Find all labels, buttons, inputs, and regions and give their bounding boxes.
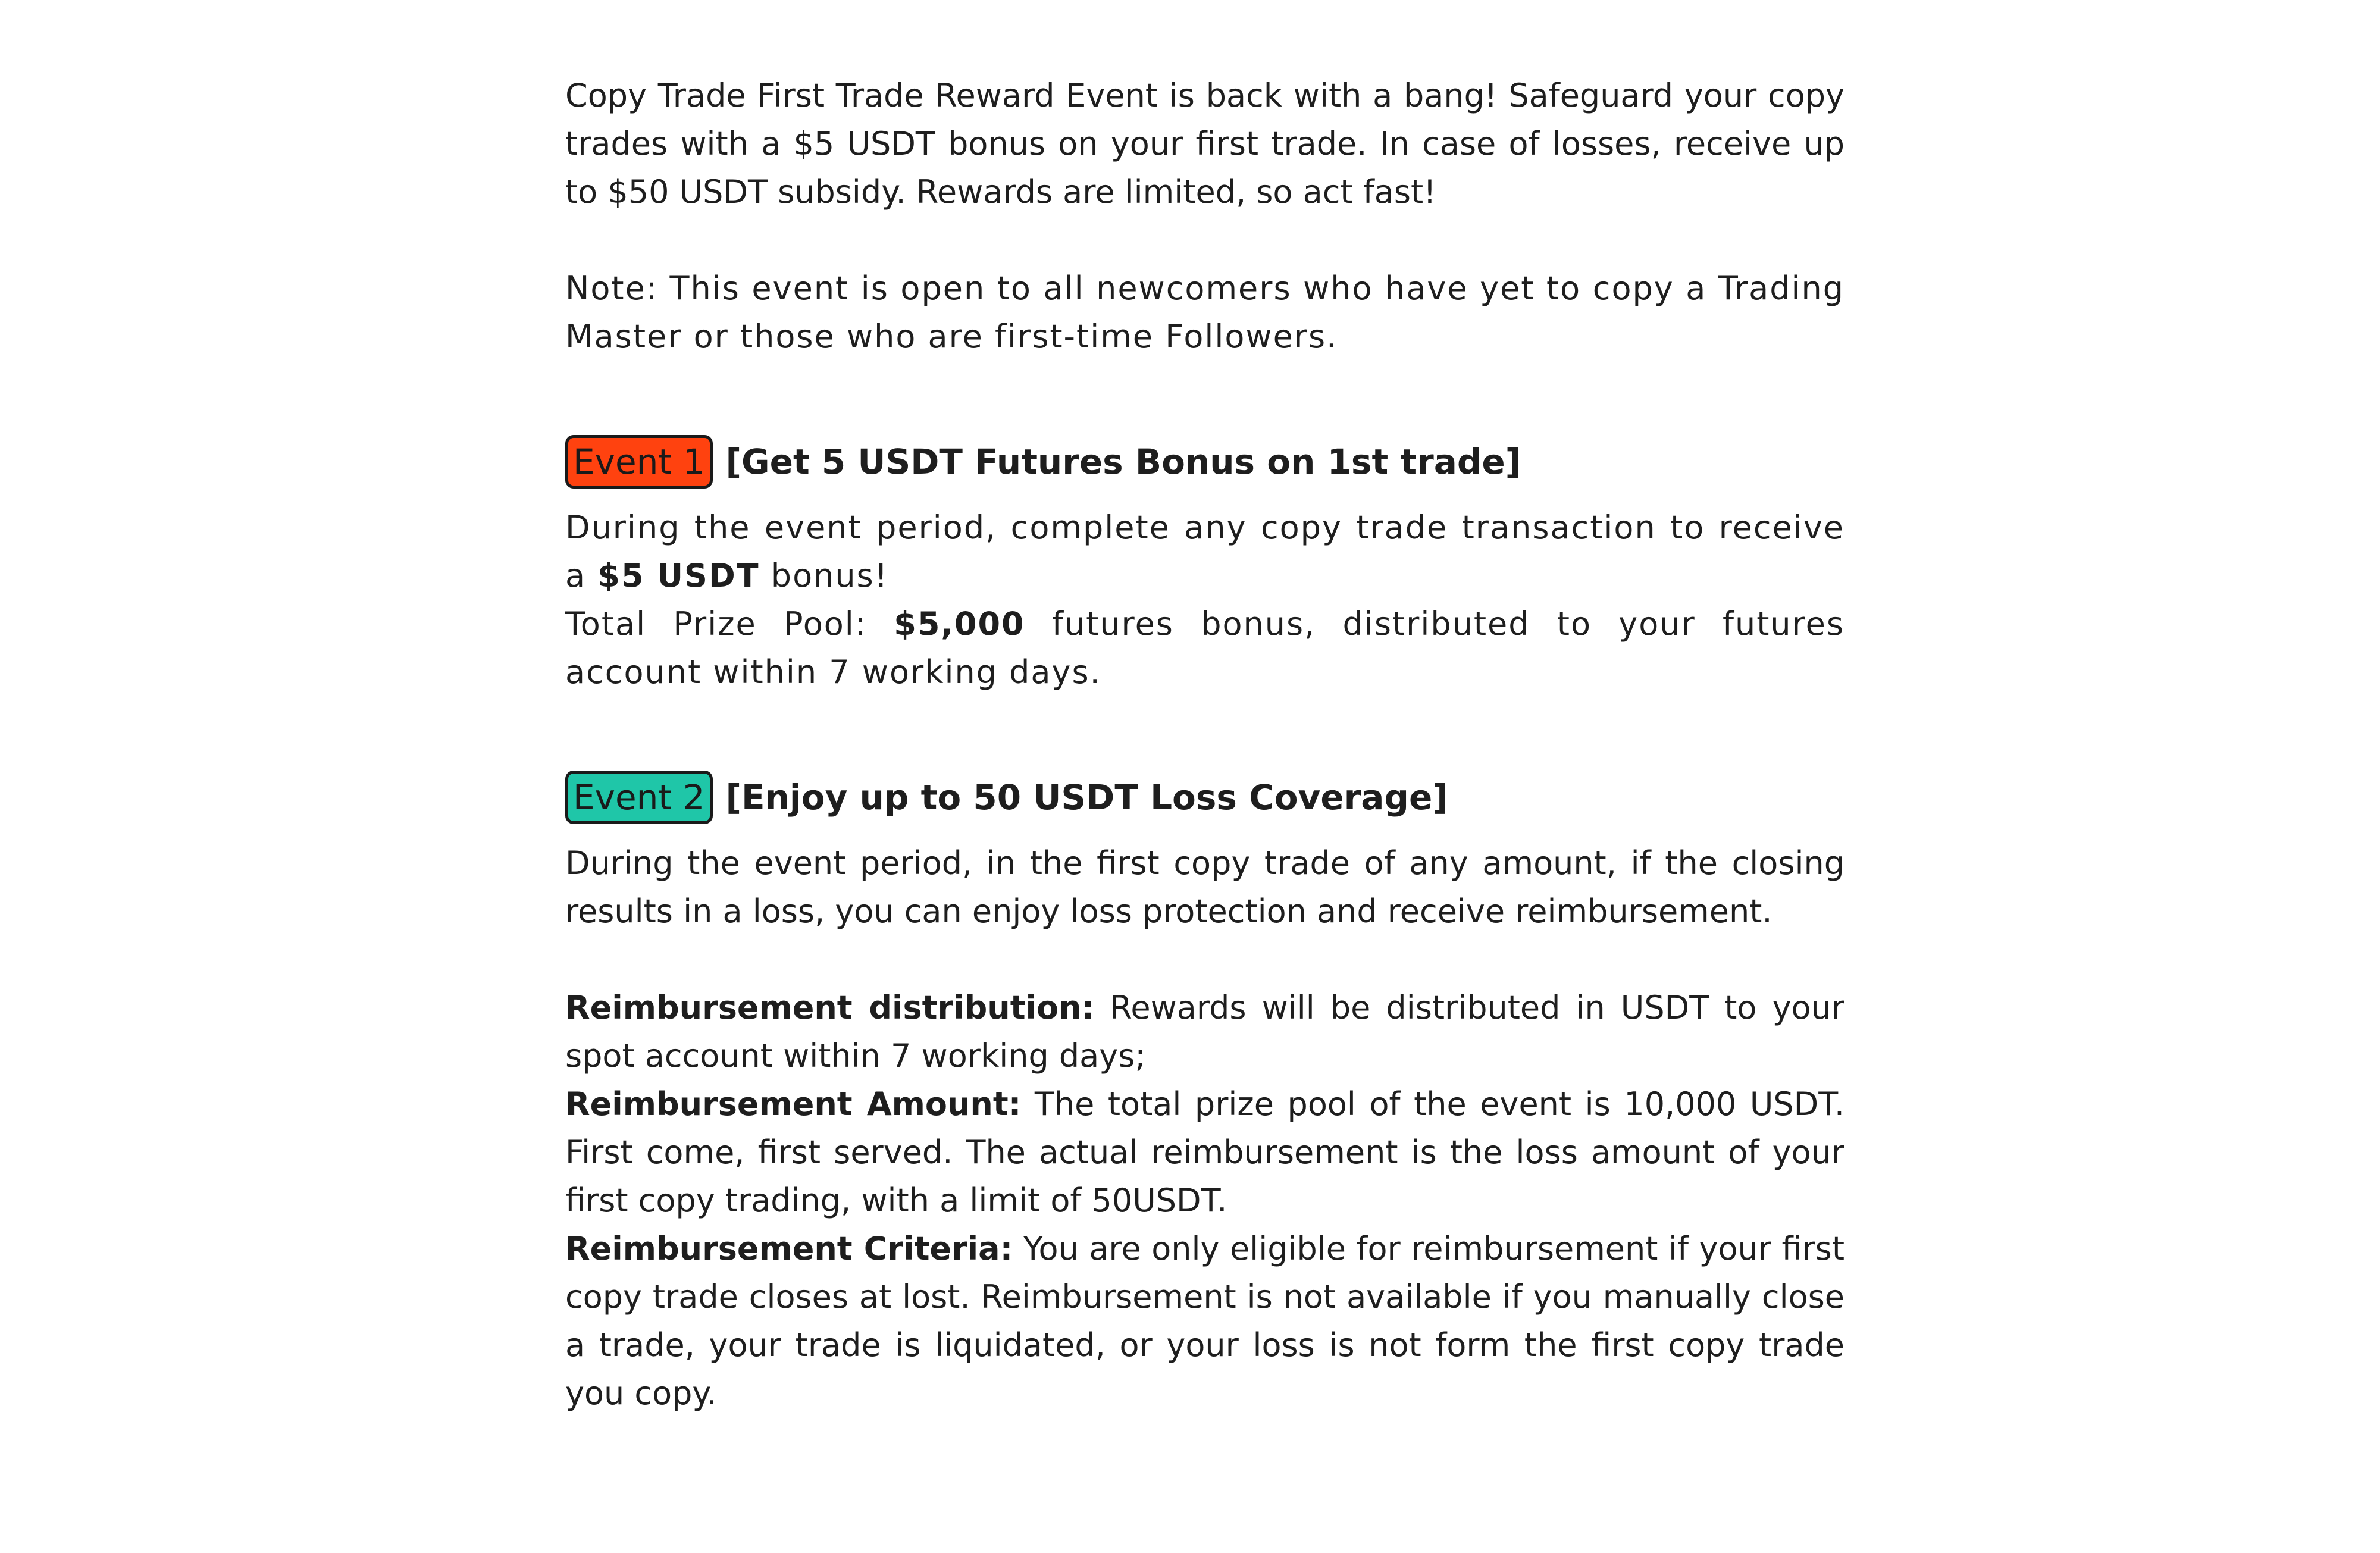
reimbursement-distribution [565, 984, 1844, 1080]
spacer [565, 696, 1844, 768]
event1-title: [Get 5 USDT Futures Bonus on 1st trade] [725, 442, 1521, 482]
event1-reward-text: During the event period, complete any copy trade transaction to receive a [565, 509, 1844, 594]
event1-prize-pool-text: futures bonus, distributed to your futures account within 7 working days. [565, 605, 1844, 691]
spacer [565, 216, 1844, 264]
reimbursement-criteria-label: Reimbursement Criteria: [565, 1230, 1013, 1267]
event1-prize-pool-line [565, 600, 1844, 696]
reimbursement-amount [565, 1080, 1844, 1225]
reimbursement-distribution-text: Rewards will be distributed in USDT to your spot account within 7 working days; [565, 989, 1844, 1075]
event2-heading [565, 768, 1844, 827]
event2-description: During the event period, in the first copy trade of any amount, if the closing results in a loss, you can enjoy loss protection and receive reimbursement. [565, 844, 1844, 930]
intro-paragraph: Copy Trade First Trade Reward Event is back with a bang! Safeguard your copy trades with a $5 USDT bonus on your first trade. In case of losses, receive up to $50 USDT subsidy. Rewards are limited, so act fast! [565, 77, 1844, 211]
reimbursement-distribution-label: Reimbursement distribution: [565, 989, 1095, 1026]
spacer [565, 935, 1844, 984]
event2-title: [Enjoy up to 50 USDT Loss Coverage] [725, 777, 1448, 818]
spacer [565, 361, 1844, 432]
reimbursement-criteria [565, 1225, 1844, 1417]
event2-badge: Event 2 [565, 771, 713, 824]
event1-reward-line [565, 503, 1844, 600]
event1-reward-suffix: bonus! [759, 557, 889, 594]
event1-heading [565, 432, 1844, 491]
event1-reward-amount: $5 USDT [597, 557, 760, 594]
event1-prize-pool-label: Total Prize Pool: [565, 605, 894, 643]
article-body [565, 71, 1844, 1417]
reimbursement-amount-label: Reimbursement Amount: [565, 1085, 1022, 1123]
event1-prize-pool-amount: $5,000 [894, 605, 1025, 643]
reimbursement-criteria-text: You are only eligible for reimbursement if your first copy trade closes at lost. Reimbursement is not available if you manually close a trade, your trade is liquidated, or your loss is not form the first copy trade you copy. [565, 1230, 1844, 1412]
reimbursement-amount-text: The total prize pool of the event is 10,000 USDT. First come, first served. The actual reimbursement is the loss amount of your first copy trading, with a limit of 50USDT. [565, 1085, 1844, 1219]
event1-badge: Event 1 [565, 435, 713, 489]
eligibility-note: Note: This event is open to all newcomers who have yet to copy a Trading Master or those who are first-time Followers. [565, 270, 1844, 355]
